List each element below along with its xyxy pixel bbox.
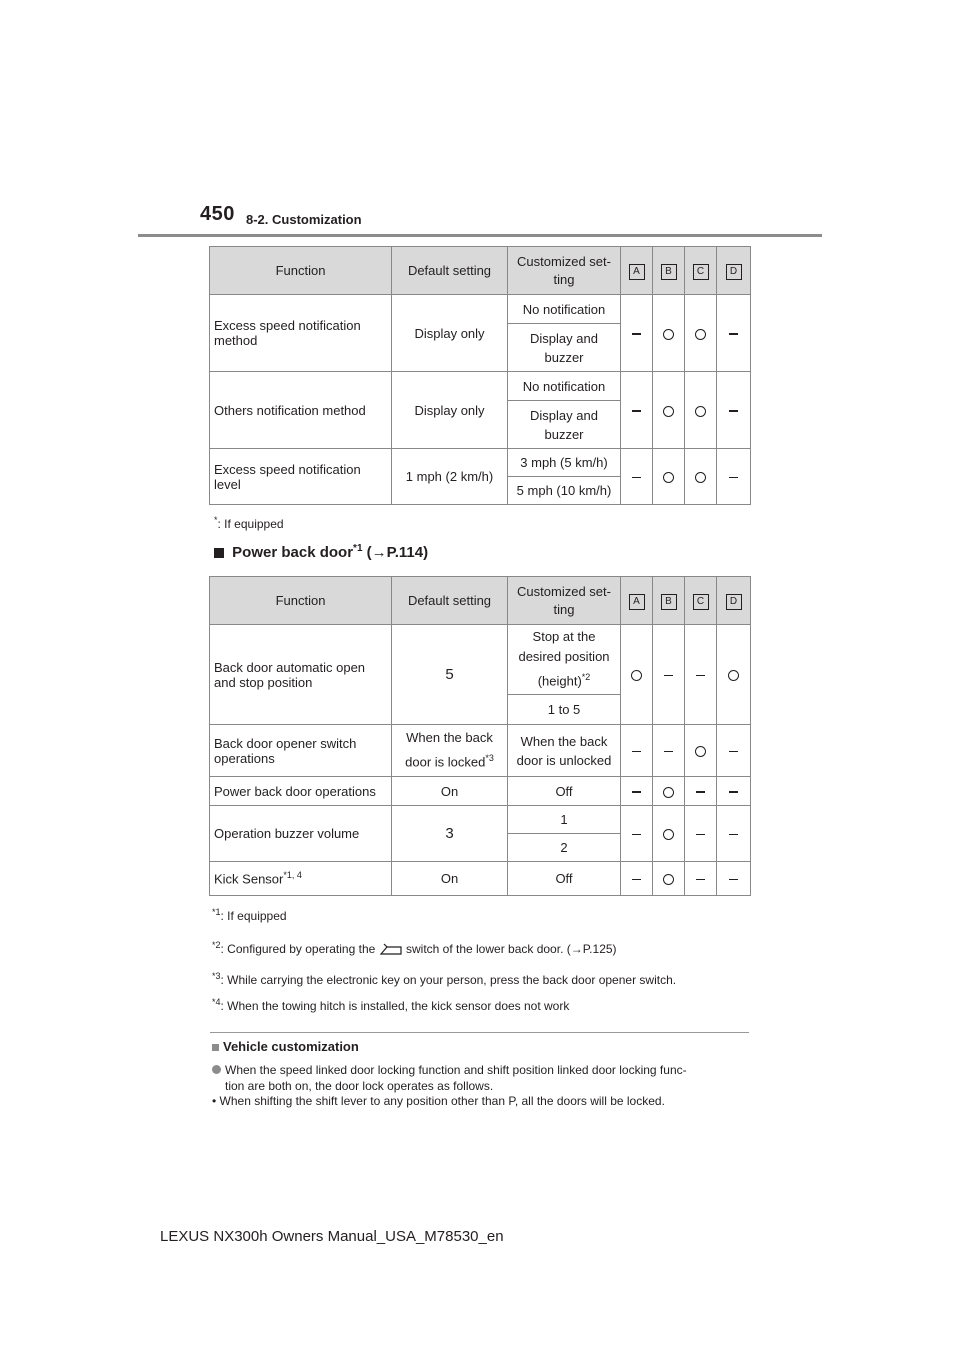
page-ref-link[interactable]: (→P.114) xyxy=(366,544,429,561)
available-circle xyxy=(695,329,706,340)
footnote-3: $^{*3}$: While carrying the electronic key on your person, press the back door opener switch. xyxy=(212,971,677,987)
default-cell: 3 xyxy=(392,806,508,862)
table-row xyxy=(210,372,751,401)
option-cell: 3 mph (5 km/h) xyxy=(508,449,621,477)
table-row xyxy=(210,449,751,477)
not-available-dash xyxy=(729,477,738,479)
function-cell: Excess speed notification method xyxy=(210,295,392,372)
col-c: C xyxy=(693,264,709,280)
page-footer: LEXUS NX300h Owners Manual_USA_M78530_en xyxy=(160,1228,504,1245)
table-row xyxy=(210,806,751,834)
notification-settings-table xyxy=(209,246,751,505)
col-default: Default setting xyxy=(392,247,508,295)
function-cell: Power back door operations xyxy=(210,777,392,806)
col-function: Function xyxy=(210,577,392,625)
col-customized: Customized set- ting xyxy=(508,577,621,625)
header-rule xyxy=(138,234,822,237)
table-row xyxy=(210,862,751,896)
col-function: Function xyxy=(210,247,392,295)
table-row xyxy=(210,777,751,806)
not-available-dash xyxy=(729,333,738,335)
col-b: B xyxy=(661,264,677,280)
not-available-dash xyxy=(664,675,673,677)
table-row xyxy=(210,625,751,695)
mark-c xyxy=(685,295,717,372)
vehicle-customization-bullet: When the speed linked door locking function and shift position linked door locking func- tion are both on, the door lock operates as follows. xyxy=(212,1062,752,1094)
section-divider xyxy=(210,1032,749,1033)
option-cell: 5 mph (10 km/h) xyxy=(508,477,621,505)
not-available-dash xyxy=(696,675,705,677)
mark-d xyxy=(717,295,751,372)
not-available-dash xyxy=(632,834,641,836)
available-circle xyxy=(663,787,674,798)
default-cell: On xyxy=(392,862,508,896)
back-door-switch-icon xyxy=(379,943,403,957)
available-circle xyxy=(631,670,642,681)
not-available-dash xyxy=(632,333,641,335)
function-cell: Excess speed notification level xyxy=(210,449,392,505)
footnote-2: $^{*2}$: Configured by operating the switch of the lower back door. (→P.125) xyxy=(212,940,617,956)
not-available-dash xyxy=(729,751,738,753)
not-available-dash xyxy=(729,410,738,412)
not-available-dash xyxy=(696,791,705,793)
table-row xyxy=(210,725,751,777)
function-cell: Others notification method xyxy=(210,372,392,449)
option-cell: No notification xyxy=(508,295,621,324)
not-available-dash xyxy=(696,834,705,836)
col-a: A xyxy=(629,594,645,610)
option-cell: Display and buzzer xyxy=(508,401,621,449)
vehicle-customization-heading: Vehicle customization xyxy=(212,1039,359,1054)
option-cell: Off xyxy=(508,862,621,896)
not-available-dash xyxy=(632,879,641,881)
default-cell: On xyxy=(392,777,508,806)
option-cell: When the back door is unlocked xyxy=(508,725,621,777)
available-circle xyxy=(728,670,739,681)
not-available-dash xyxy=(632,410,641,412)
table1-footnote: *: If equipped xyxy=(214,515,284,531)
table-header-row xyxy=(210,247,751,295)
col-d: D xyxy=(726,264,742,280)
available-circle xyxy=(663,406,674,417)
heading-square-bullet xyxy=(214,548,224,558)
available-circle xyxy=(695,406,706,417)
power-back-door-heading: Power back door$^{*1}$ (→P.114) xyxy=(214,543,428,561)
default-cell: When the back door is locked$^{*3}$ xyxy=(392,725,508,777)
col-b: B xyxy=(661,594,677,610)
not-available-dash xyxy=(632,791,641,793)
option-cell: No notification xyxy=(508,372,621,401)
footnote-4: $^{*4}$: When the towing hitch is installed, the kick sensor does not work xyxy=(212,997,570,1013)
default-cell: Display only xyxy=(392,372,508,449)
col-d: D xyxy=(726,594,742,610)
page-header xyxy=(200,203,235,226)
table-header-row xyxy=(210,577,751,625)
page-number: 450 xyxy=(200,203,235,225)
function-cell: Kick Sensor$^{*1, 4}$ xyxy=(210,862,392,896)
option-cell: 1 xyxy=(508,806,621,834)
default-cell: 5 xyxy=(392,625,508,725)
available-circle xyxy=(663,472,674,483)
function-cell: Back door automatic open and stop position xyxy=(210,625,392,725)
col-default: Default setting xyxy=(392,577,508,625)
available-circle xyxy=(695,746,706,757)
mark-a xyxy=(621,295,653,372)
not-available-dash xyxy=(632,477,641,479)
table-row xyxy=(210,295,751,324)
available-circle xyxy=(663,829,674,840)
option-cell: Stop at the desired position (height)$^{*2}$ xyxy=(508,625,621,695)
circle-bullet xyxy=(212,1065,221,1074)
default-cell: 1 mph (2 km/h) xyxy=(392,449,508,505)
function-cell: Operation buzzer volume xyxy=(210,806,392,862)
default-cell: Display only xyxy=(392,295,508,372)
option-cell: 2 xyxy=(508,834,621,862)
not-available-dash xyxy=(729,879,738,881)
available-circle xyxy=(663,329,674,340)
not-available-dash xyxy=(729,791,738,793)
available-circle xyxy=(695,472,706,483)
not-available-dash xyxy=(729,834,738,836)
not-available-dash xyxy=(664,751,673,753)
heading-square-bullet xyxy=(212,1044,219,1051)
option-cell: 1 to 5 xyxy=(508,695,621,725)
col-c: C xyxy=(693,594,709,610)
option-cell: Off xyxy=(508,777,621,806)
function-cell: Back door opener switch operations xyxy=(210,725,392,777)
vehicle-customization-sub: • When shifting the shift lever to any position other than P, all the doors will be locked. xyxy=(212,1094,665,1108)
footnote-1: $^{*1}$: If equipped xyxy=(212,907,287,923)
col-customized: Customized set- ting xyxy=(508,247,621,295)
not-available-dash xyxy=(696,879,705,881)
section-title: 8-2. Customization xyxy=(246,212,362,227)
col-a: A xyxy=(629,264,645,280)
option-cell: Display and buzzer xyxy=(508,324,621,372)
power-back-door-table xyxy=(209,576,751,896)
mark-b xyxy=(653,295,685,372)
available-circle xyxy=(663,874,674,885)
not-available-dash xyxy=(632,751,641,753)
